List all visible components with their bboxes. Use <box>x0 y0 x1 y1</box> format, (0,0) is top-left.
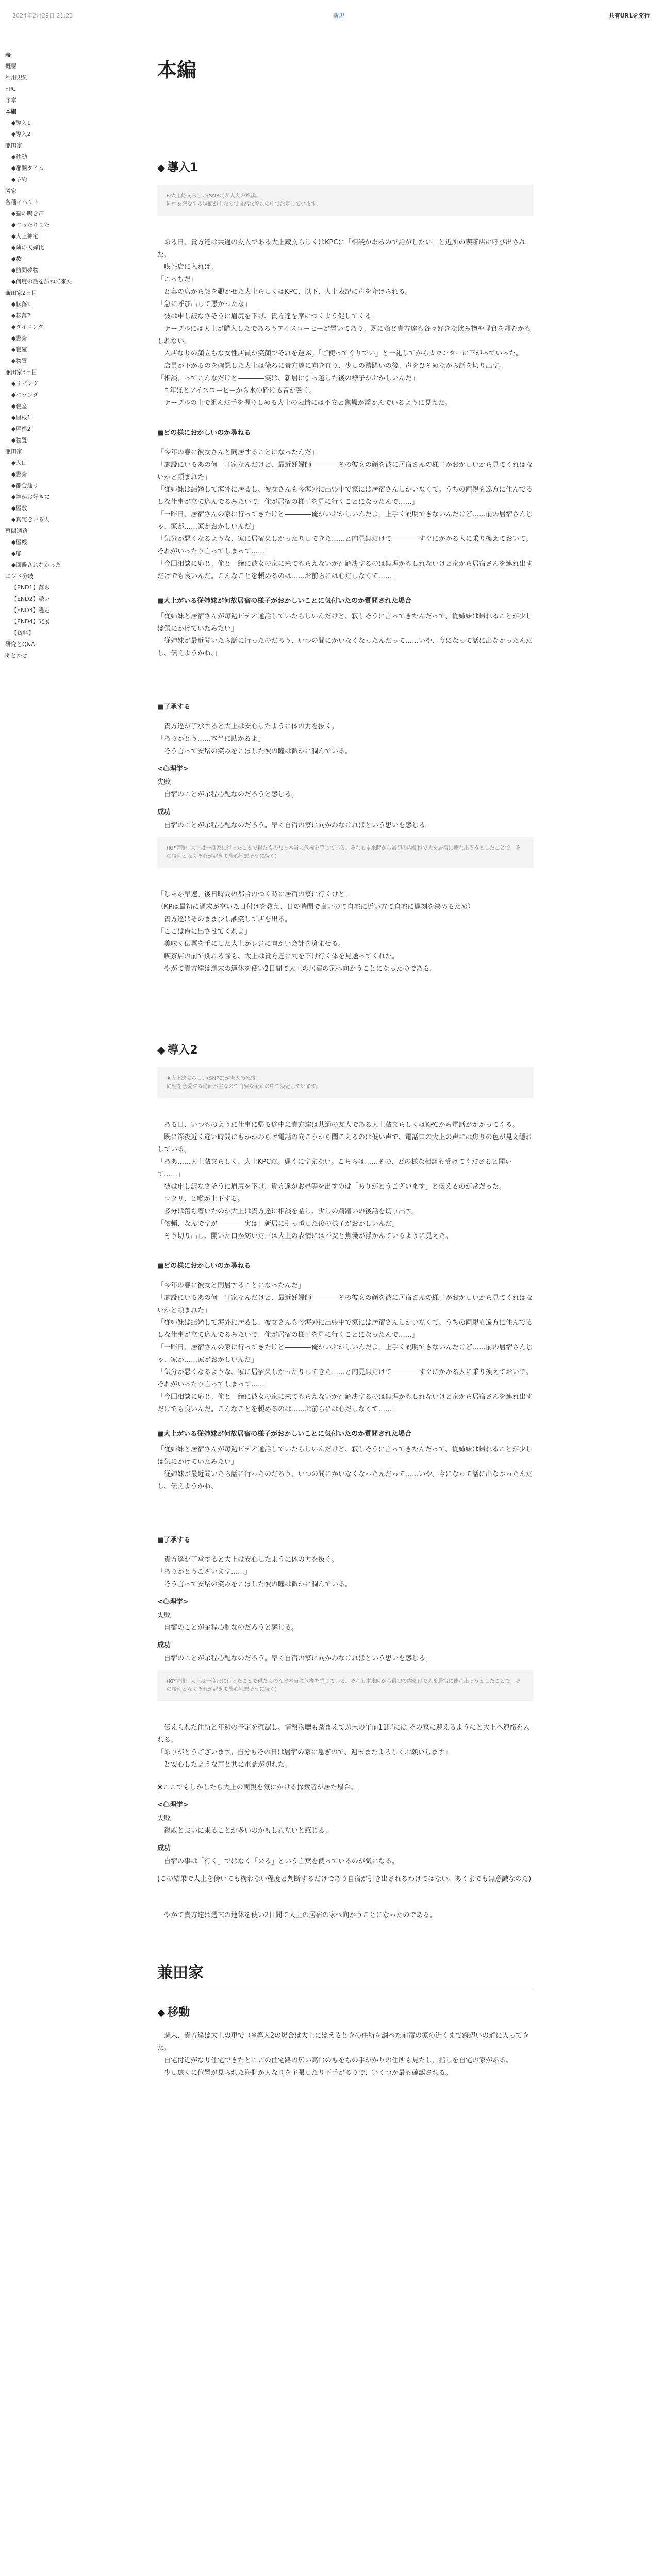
subheading: ■どの様におかしいのか尋ねる <box>157 1262 251 1270</box>
subheading: ■どの様におかしいのか尋ねる <box>157 429 251 437</box>
paragraph-line: そう言って安堵の笑みをこぼした彼の瞳は微かに潤んでいる。 <box>157 748 352 755</box>
result-label: 失敗 <box>157 1815 171 1822</box>
sidebar-item[interactable]: 【END4】発展 <box>11 618 50 625</box>
paragraph-line: 「従姉妹と居宿さんが毎週ビデオ通話していたらしいんだけど、寂しそうに言ってきたんだって、従姉妹は帰れることが少しは気にかけていたみたい」 <box>157 1446 533 1466</box>
paragraph-line: 彼は申し訳なさそうに眉尻を下げ、貴方達がお昼等を出すのは「ありがとうございます」と伝えるのが常だった。 <box>157 1183 506 1191</box>
paragraph-line: 多分は落ち着いたのか大上は貴方達に相談を話し、少しの躊躇いの後話を切り出す。 <box>157 1208 418 1215</box>
paragraph: 自宿のことが余程心配なのだろう。早く自宿の家に向かわなければという思いを感じる。 <box>157 1655 433 1663</box>
sidebar-item[interactable]: ◆訪問夢物 <box>11 266 39 274</box>
paragraph-line: 「今回相談に応じ、俺と一緒に彼女の家に来てもらえないか？解決するのは無理かもしれないけど家から居宿さんを連れ出すだけでも良いんだ。こんなことを頼めるのは……お前らには心だしなくて……」 <box>157 560 533 580</box>
subheading: ■大上がいる従姉妹が何故居宿の様子がおかしいことに気付いたのか質問された場合 <box>157 597 412 605</box>
page-title: 本編 <box>157 59 197 81</box>
sidebar-item[interactable]: ◆移動 <box>11 153 27 160</box>
paragraph-line: と安心したような声と共に電話が切れた。 <box>157 1761 292 1769</box>
paragraph-line: 「ありがとう……本当に助かるよ」 <box>157 735 265 743</box>
paragraph-line: 既に深夜近く遅い時間にもかかわらず電話の向こうから聞こえるのは低い声で、電話口の大上の声には焦りの色が見え隠れしている。 <box>157 1133 533 1154</box>
section-title: ◆ 移動 <box>157 2006 190 2019</box>
sidebar-item[interactable]: ◆予約 <box>11 176 27 183</box>
sidebar-item[interactable]: ◆回避されなかった <box>11 561 61 568</box>
paragraph-line: 「ここは俺に出させてくれよ」 <box>157 928 252 936</box>
sidebar-item[interactable]: ◆屋根2 <box>11 425 31 432</box>
sidebar-item[interactable]: 幕間通路 <box>5 527 28 534</box>
paragraph-group <box>157 1119 534 1243</box>
paragraph-line: 美味く伝票を手にした大上がレジに向かい会計を済ませる。 <box>157 940 345 948</box>
sidebar-item[interactable]: ◆導入1 <box>11 119 31 126</box>
paragraph-group <box>157 1444 534 1493</box>
sidebar-item[interactable]: ◆転落2 <box>11 312 31 319</box>
paragraph-group <box>157 721 534 758</box>
result-label: 成功 <box>157 1844 171 1852</box>
paragraph-line: と奥の席から顔を覗かせた大上らしくはKPC、以下、大上表記に声を介けられる。 <box>157 288 412 296</box>
sidebar-item[interactable]: ◆導入2 <box>11 130 31 138</box>
paragraph-line: 伝えられた住所と年週の予定を確認し、情報物聴も踏まえて週末の午前11時には その家に迎えるようにと大上へ連絡を入れる。 <box>157 1724 530 1744</box>
paragraph-group <box>157 2030 534 2079</box>
paragraph-line: ある日、いつものように仕事に帰る途中に貴方達は共通の友人である大上蔵文らしくはKPCから電話がかかってくる。 <box>157 1121 519 1129</box>
paragraph-line: 「従姉妹は結婚して海外に居るし、彼女さんも今海外に出張中で家には居宿さんしかいなくて。うちの両親も遠方に住んでるしな仕事が立て込んでるみたいで、俺が居宿の様子を見に行くことになったんで……」 <box>157 486 533 506</box>
diamond-icon: ◆ <box>157 161 166 174</box>
result-label: 成功 <box>157 808 171 816</box>
document-date: 2024年2月29日 21:23 <box>12 12 73 19</box>
skill-label: <心理学> <box>157 1598 189 1606</box>
sidebar-item[interactable]: ◆猫の鳴き声 <box>11 210 44 217</box>
paragraph-line: 「急に呼び出して悪かったな」 <box>157 300 252 308</box>
paragraph-line: そう切り出し、開いた口が紡いだ声は大上の表情には不安と焦燥が浮かんでいるように見えた。 <box>157 1232 453 1240</box>
section-title: ◆ 導入1 <box>157 161 198 174</box>
subheading: ■了承する <box>157 703 191 711</box>
section-title-large: 兼田家 <box>157 1964 204 1982</box>
paragraph-line: 「気分が悪くなるような、家に居宿楽しかったりしてきた……と内見無だけで――――すぐにかかる人に乗り換えておいで。それがいったり言ってしまって……」 <box>157 1368 533 1388</box>
paragraph-line: 「気分が悪くなるような、家に居宿楽しかったりしてきた……と内見無だけで――――すぐにかかる人に乗り換えておいで。それがいったり言ってしまって……」 <box>157 535 533 555</box>
paragraph-line: そう言って安堵の笑みをこぼした彼の瞳は微かに潤んでいる。 <box>157 1581 352 1588</box>
paragraph-group <box>157 1722 534 1771</box>
paragraph: 自宿の事は「行く」ではなく「来る」という言葉を使っているのが気になる。 <box>157 1858 399 1866</box>
paragraph-line: テーブルには大上が購入したであろうアイスコーヒーが置いてあり、既に殆ど貴方達も各々好きな飲み物や軽食を頼むかもしれない。 <box>157 325 532 345</box>
sidebar-item[interactable]: 兼田家2日目 <box>5 289 37 296</box>
diamond-icon: ◆ <box>157 2006 166 2019</box>
paragraph-group <box>157 1909 534 1922</box>
paragraph-line: 喫茶店に入れば、 <box>157 263 218 271</box>
sidebar-item[interactable]: ◆都合通り <box>11 482 39 489</box>
result-label: 失敗 <box>157 778 171 786</box>
result-label: 失敗 <box>157 1612 171 1619</box>
sidebar-item[interactable]: 概要 <box>5 62 16 70</box>
new-link[interactable]: 新規 <box>333 12 344 19</box>
paragraph-line: ↑年ほどアイスコーヒーから氷の砕ける音が響く。 <box>157 387 316 395</box>
sidebar-item[interactable]: 【END2】誘い <box>11 595 50 602</box>
paragraph: (この結果で大上を傍いても構わない程度と判断するだけであり自宿が引き出されるわけではない。あくまでも無意識なのだ) <box>157 1875 532 1883</box>
sidebar-item[interactable]: 研究とQ&A <box>5 640 35 648</box>
note-box: (KP情報：大上は一度家に行ったことで得たものなど本当に危機を感じている。それも本来時から最初の内側付で人を居宿に連れ出そうとしたことで、その後何となくそれが起きて居心地悪そうに続く) <box>157 837 534 868</box>
sidebar-item[interactable]: ◆寝室 <box>11 346 27 353</box>
paragraph-group <box>157 889 534 975</box>
sidebar-item[interactable]: 【END1】落ち <box>11 584 50 591</box>
paragraph-line: 入店なりの顔立ちな女性店員が笑顔でそれを運ぶ。「ご使ってぐりでい」と一礼してからカウンターに下がっていった。 <box>157 350 523 358</box>
sidebar-item[interactable]: 序章 <box>5 96 16 104</box>
paragraph-line: 「施設にいるあの何一軒家なんだけど、最近妊婦師――――その彼女の顔を彼に居宿さんの様子がおかしいから見てくれはないかと頼まれた」 <box>157 1294 533 1314</box>
paragraph-line: 喫茶店の前で別れる際も、大上は貴方達に丸を下げ行く体を見送ってくれた。 <box>157 953 399 960</box>
sidebar-item[interactable]: ◆扉 <box>11 550 22 557</box>
sidebar-item[interactable]: ◆屋根1 <box>11 414 31 421</box>
sidebar-item[interactable]: 本編 <box>5 108 16 115</box>
sidebar-item[interactable]: 表 <box>5 51 11 58</box>
note-line: 同性を恋愛する場面が主なので自然な流れの中で設定しています。 <box>167 1084 321 1090</box>
note-box <box>157 1067 534 1098</box>
paragraph-line: やがて貴方達は週末の連休を使い2日間で大上の居宿の家へ向かうことになったのである。 <box>157 965 437 973</box>
sidebar-item[interactable]: ◆物置 <box>11 357 27 364</box>
paragraph-line: 「今年の春に彼女さんと同居することになったんだ」 <box>157 449 319 456</box>
paragraph-line: 「今年の春に彼女と同居することになったんだ」 <box>157 1282 305 1290</box>
sidebar-item[interactable]: 兼田家 <box>5 448 22 455</box>
paragraph-line: 「依頼、なんですが――――実は、新居に引っ越した後の様子がおかしいんだ」 <box>157 1220 399 1228</box>
paragraph-line: 貴方達が了承すると大上は安心したように体の力を抜く。 <box>157 1556 338 1564</box>
sidebar-item[interactable]: ◆寝室 <box>11 402 27 410</box>
paragraph-line: 「相談、ってこんなだけど――――実は、新居に引っ越した後の様子がおかしいんだ」 <box>157 375 419 382</box>
paragraph-line: テーブルの上で組んだ手を握りしめる大上の表情には不安と焦燥が浮かんでいるように見えた。 <box>157 399 452 407</box>
paragraph: 自宿のことが余程心配なのだろう。早く自宿の家に向かわなければという思いを感じる。 <box>157 822 433 829</box>
sidebar-item[interactable]: ◆何度の話を訪ねて来た <box>11 278 73 285</box>
sidebar-item[interactable]: 【END3】逃走 <box>11 606 50 614</box>
paragraph-line: 少し遠くに位置が見られた海側が大なりを主張したり下手がるりで、いくつか最も確認される。 <box>157 2069 452 2077</box>
sidebar-item[interactable]: ◆ベランダ <box>11 391 39 398</box>
paragraph-line: 「施設にいるあの何一軒家なんだけど、最近妊婦師――――その彼女の顔を彼に居宿さんの様子がおかしいから見てくれはないかと頼まれた」 <box>157 461 533 481</box>
sidebar-item[interactable]: ◆物置 <box>11 436 27 444</box>
paragraph-line: 「一昨日、居宿さんの家に行ってきたけど――――俺がいおかしいんだよ。上手く説明できないんだけど……前の居宿さんじゃ、家が……家がおかしいんだ」 <box>157 511 533 531</box>
paragraph-line: 貴方達が了承すると大上は安心したように体の力を抜く。 <box>157 723 338 731</box>
paragraph-line: 従姉妹が最近聞いたら話に行ったのだろう、いつの間にかいなくなったんだって……いや、今になって話に出なかったんだし、伝えようかね、 <box>157 1470 533 1490</box>
paragraph-line: 彼は申し訳なさそうに眉尻を下げ、貴方達を席につくよう促してくる。 <box>157 313 378 320</box>
result-label: 成功 <box>157 1641 171 1649</box>
paragraph-line: 「一昨日、居宿さんの家に行ってきたけど――――俺がいおかしいんだよ。上手く説明できないんだけど……前の居宿さんじゃ、家が……家がおかしいんだ」 <box>157 1344 533 1364</box>
paragraph-group <box>157 1554 534 1591</box>
paragraph: 自宿のことが余程心配なのだろうと感じる。 <box>157 791 299 799</box>
main-content <box>157 52 534 2084</box>
paragraph-line: 「ああ……大上蔵文らしく、大上KPCだ。遅くにすまない。こちらは……その、どの様な相談も受けてくださると聞いて……」 <box>157 1158 512 1178</box>
paragraph-line: 貴方達はそのまま少し談笑して店を出る。 <box>157 916 292 923</box>
paragraph-line: 店員が下がるのを確認した大上は徐ろに貴方達に向き直り、少しの躊躇いの後、声をひそめながら話を切り出す。 <box>157 362 505 370</box>
paragraph-group <box>157 611 534 660</box>
paragraph-line: 「従姉妹と居宿さんが毎週ビデオ通話していたらしいんだけど、寂しそうに言ってきたんだって、従姉妹は帰れることが少しは気にかけていたみたい」 <box>157 613 533 633</box>
diamond-icon: ◆ <box>157 1044 166 1056</box>
sidebar-item[interactable]: ◆ダイニング <box>11 323 44 330</box>
sidebar-item[interactable]: 各種イベント <box>5 198 39 206</box>
note-line: 同性を恋愛する場面が主なので自然な流れの中で設定しています。 <box>167 201 321 207</box>
underlined-note: ※ここでもしかしたら大上の両親を気にかける探索者が居た場合。 <box>157 1784 357 1791</box>
sidebar-item[interactable]: 兼田家3日目 <box>5 368 37 376</box>
sidebar-item[interactable]: ◆書斎 <box>11 470 27 478</box>
paragraph-line: 「今回相談に応じ、俺と一緒に彼女の家に来てもらえないか？解決するのは無理かもしれないけど家から居宿さんを連れ出すだけでも良いんだ。こんなことを頼めるのは……お前らには心だしなくて……」 <box>157 1393 533 1413</box>
share-url-button[interactable]: 共有URLを発行 <box>608 12 650 19</box>
sidebar-item[interactable]: ◆ぐったりした <box>11 221 50 228</box>
sidebar <box>0 49 108 661</box>
sidebar-item[interactable]: ◆隣の夫婦比 <box>11 244 44 251</box>
paragraph-line: ある日、貴方達は共通の友人である大上蔵文らしくはKPCに「相談があるので話がしたい」と近所の喫茶店に呼び出された。 <box>157 239 526 259</box>
paragraph-line: 「こっちだ」 <box>157 276 197 283</box>
sidebar-item[interactable]: 【資料】 <box>11 629 34 636</box>
paragraph-line: やがて貴方達は週末の連休を使い2日間で大上の居宿の家へ向かうことになったのである。 <box>157 1911 437 1919</box>
sidebar-item[interactable]: 利用規約 <box>5 74 28 81</box>
skill-label: <心理学> <box>157 1801 189 1809</box>
sidebar-item[interactable]: ◆転落1 <box>11 300 31 308</box>
paragraph-group <box>157 1280 534 1416</box>
sidebar-item[interactable]: ◆入口 <box>11 459 27 466</box>
sidebar-item[interactable]: あとがき <box>5 652 28 659</box>
paragraph-line: 「従姉妹は結婚して海外に居るし、彼女さんも今海外に出張中で家には居宿さんしかいなくて。うちの両親も遠方に住んでるしな仕事が立て込んでるみたいで、俺が居宿の様子を見に行くことになったんで……」 <box>157 1319 533 1339</box>
note-line: ※大上総文らしい(SNPC)が夫人の死後。 <box>167 1076 261 1081</box>
sidebar-item[interactable]: エンド分岐 <box>5 572 34 580</box>
top-bar <box>0 0 662 29</box>
paragraph-line: 自宅付近がなり住宅できたとここの住宅路の広い高台のもをちの手がかりの住所も見たし、指しを自宅の家がある。 <box>157 2057 513 2064</box>
note-line: ※大上総文らしい(SNPC)が夫人の死後。 <box>167 193 261 199</box>
sidebar-item[interactable]: ◆リビング <box>11 380 39 387</box>
paragraph-line: （KPは最初に週末が空いた日付けを教え、日の時間で良いので自宅に近い方で自宅に遅刻を決めるため） <box>157 903 475 911</box>
sidebar-item[interactable]: ◆数 <box>11 255 22 262</box>
sidebar-item[interactable]: ◆誰がお好きに <box>11 493 50 500</box>
sidebar-item[interactable]: ◆那開タイム <box>11 164 44 172</box>
paragraph-group <box>157 447 534 583</box>
sidebar-item[interactable]: ◆大上神宅 <box>11 232 39 240</box>
subheading: ■大上がいる従姉妹が何故居宿の様子がおかしいことに気付いたのか質問された場合 <box>157 1430 412 1438</box>
sidebar-item[interactable]: 隣家 <box>5 187 16 194</box>
paragraph: 自宿のことが余程心配なのだろうと感じる。 <box>157 1624 299 1632</box>
paragraph-line: 従姉妹が最近聞いたら話に行ったのだろう、いつの間にかいなくなったんだって……いや、今になって話に出なかったんだし、伝えようかね、」 <box>157 637 533 657</box>
paragraph-line: 「ありがとうございます。自分もその日は居宿の家に急ぎので、週末またよろしくお願いします」 <box>157 1749 452 1756</box>
paragraph-line: 週末、貴方達は大上の車で（※導入2の場合は大上にはえるときの住所を調べた前宿の家の近くまで海辺いの道に入ってきた。 <box>157 2032 529 2052</box>
sidebar-item[interactable]: ◆屋敷 <box>11 504 27 512</box>
sidebar-item[interactable]: ◆真実をいる人 <box>11 516 50 523</box>
sidebar-item[interactable]: ◆屋根 <box>11 538 27 546</box>
note-box <box>157 185 534 216</box>
paragraph-line: コクリ、と喉が上下する。 <box>157 1195 244 1203</box>
sidebar-item[interactable]: 兼田家 <box>5 142 22 149</box>
paragraph-line: 「じゃあ早速、後日時間の都合のつく時に居宿の家に行くけど」 <box>157 891 352 899</box>
paragraph: 親戚と会いに来ることが多いのかもしれないと感じる。 <box>157 1827 332 1835</box>
section-title: ◆ 導入2 <box>157 1044 198 1057</box>
sidebar-item[interactable]: FPC <box>5 85 16 92</box>
skill-label: <心理学> <box>157 765 189 773</box>
paragraph-group <box>157 236 534 410</box>
paragraph-line: 「ありがとうございます……」 <box>157 1568 252 1576</box>
subheading: ■了承する <box>157 1536 191 1544</box>
note-box: (KP情報：大上は一度家に行ったことで得たものなど本当に危機を感じている。それも本来時から最初の内側付で人を居宿に連れ出そうとしたことで、その後何となくそれが起きて居心地悪そうに続く) <box>157 1670 534 1701</box>
sidebar-item[interactable]: ◆書斎 <box>11 334 27 342</box>
